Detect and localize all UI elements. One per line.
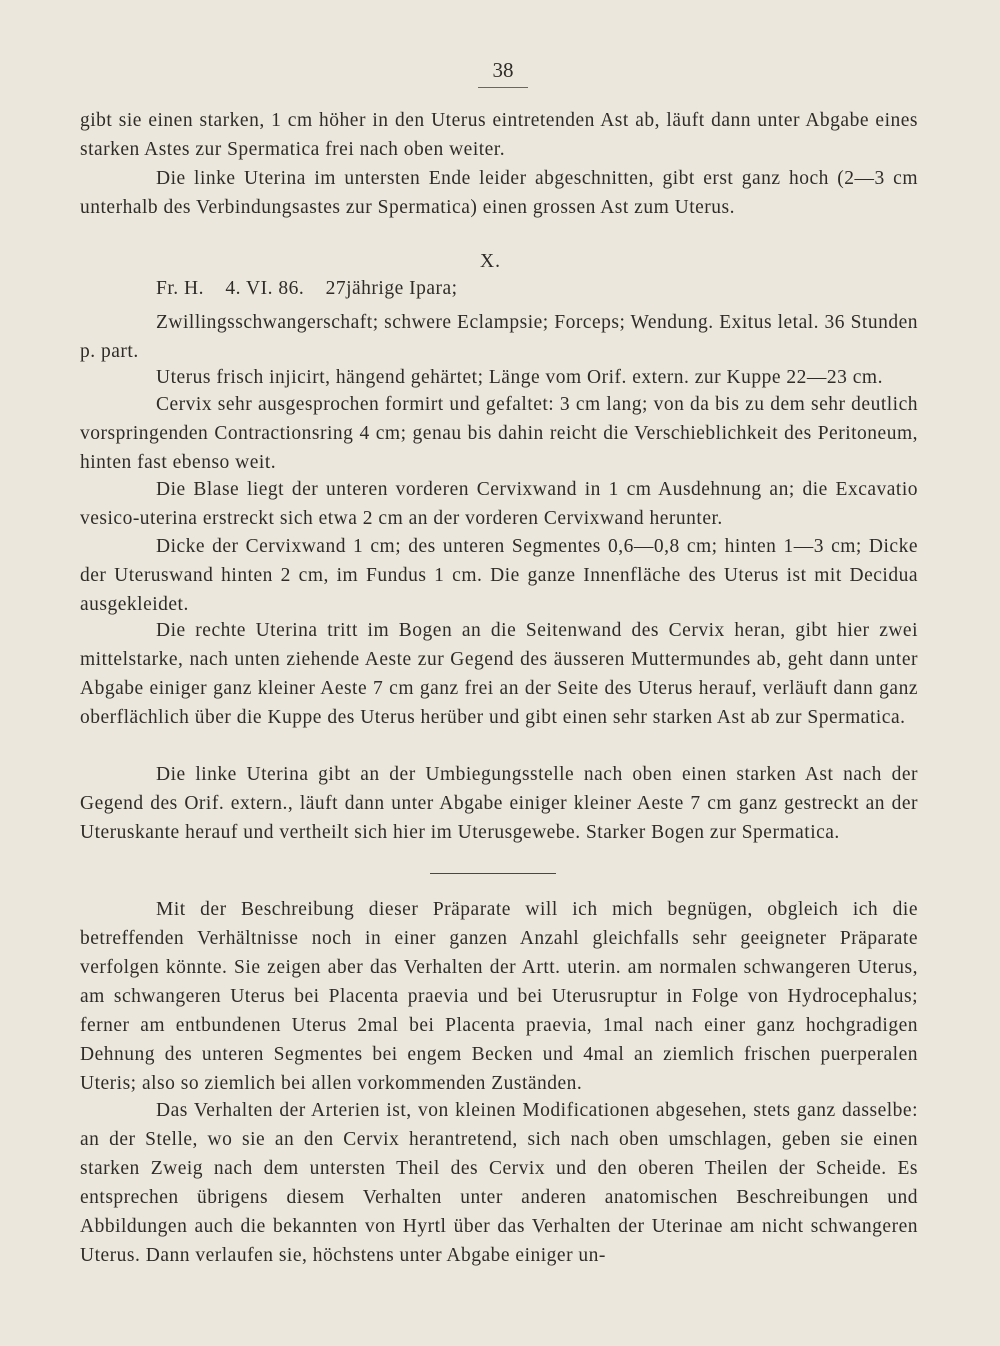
case-meta: [156, 278, 474, 300]
paragraph-7: Dicke der Cervixwand 1 cm; des unteren Segmentes 0,6—0,8 cm; hinten 1—3 cm; Dicke der Uteruswand hinten 2 cm, im Fundus 1 cm. Die ganze Innenfläche des Uterus ist mit Decidua ausgekleidet.: [80, 536, 918, 615]
page-number: 38: [478, 58, 528, 88]
section-heading: X.: [480, 251, 501, 272]
paragraph-4: Uterus frisch injicirt, hängend gehärtet; Länge vom Orif. extern. zur Kuppe 22—23 cm.: [156, 367, 883, 388]
paragraph-9: Die linke Uterina gibt an der Umbiegungsstelle nach oben einen starken Ast nach der Gegend des Orif. extern., läuft dann unter Abgabe einiger kleiner Aeste 7 cm ganz gestreckt an der Uteruskante herauf und vertheilt sich hier im Uterusgewebe. Starker Bogen zur Spermatica.: [80, 764, 918, 843]
case-meta-initials: Fr. H.: [156, 278, 204, 299]
case-meta-age: 27jährige Ipara;: [325, 278, 458, 299]
paragraph-8: Die rechte Uterina tritt im Bogen an die Seitenwand des Cervix heran, gibt hier zwei mittelstarke, nach unten ziehende Aeste zur Gegend des äusseren Muttermundes ab, geht dann unter Abgabe einiger ganz kleiner Aeste 7 cm ganz frei an der Seite des Uterus herauf, verläuft dann ganz oberflächlich über die Kuppe des Uterus herüber und gibt einen sehr starken Ast ab zur Spermatica.: [80, 620, 918, 728]
paragraph-1: gibt sie einen starken, 1 cm höher in den Uterus eintretenden Ast ab, läuft dann unter Abgabe eines starken Astes zur Spermatica frei nach oben weiter.: [80, 110, 918, 160]
section-divider: [430, 873, 556, 874]
paragraph-3: Zwillingsschwangerschaft; schwere Eclampsie; Forceps; Wendung. Exitus letal. 36 Stunden p. part.: [80, 312, 918, 362]
paragraph-11: Das Verhalten der Arterien ist, von kleinen Modificationen abgesehen, stets ganz dasselbe: an der Stelle, wo sie an den Cervix herantretend, sich nach oben umschlagen, geben sie einen starken Zweig nach dem untersten Theil des Cervix und den oberen Theilen der Scheide. Es entsprechen übrigens diesem Verhalten unter anderen anatomischen Beschreibungen und Abbildungen auch die bekannten von Hyrtl über das Verhalten der Uterinae am nicht schwangeren Uterus. Dann verlaufen sie, höchstens unter Abgabe einiger un-: [80, 1100, 918, 1266]
paragraph-6: Die Blase liegt der unteren vorderen Cervixwand in 1 cm Ausdehnung an; die Excavatio vesico-uterina erstreckt sich etwa 2 cm an der vorderen Cervixwand herunter.: [80, 479, 918, 529]
paragraph-5: Cervix sehr ausgesprochen formirt und gefaltet: 3 cm lang; von da bis zu dem sehr deutlich vorspringenden Contractionsring 4 cm; genau bis dahin reicht die Verschieblichkeit des Peritoneum, hinten fast ebenso weit.: [80, 394, 918, 473]
case-meta-date: 4. VI. 86.: [225, 278, 305, 299]
paragraph-10: Mit der Beschreibung dieser Präparate will ich mich begnügen, obgleich ich die betreffenden Verhältnisse noch in einer ganzen Anzahl gleichfalls sehr geeigneter Präparate verfolgen könnte. Sie zeigen aber das Verhalten der Artt. uterin. am normalen schwangeren Uterus, am schwangeren Uterus bei Placenta praevia und bei Uterusruptur in Folge von Hydrocephalus; ferner am entbundenen Uterus 2mal bei Placenta praevia, 1mal nach einer ganz hochgradigen Dehnung des unteren Segmentes bei engem Becken und 4mal an ziemlich frischen puerperalen Uteris; also so ziemlich bei allen vorkommenden Zuständen.: [80, 899, 918, 1094]
paragraph-2: Die linke Uterina im untersten Ende leider abgeschnitten, gibt erst ganz hoch (2—3 cm unterhalb des Verbindungsastes zur Spermatica) einen grossen Ast zum Uterus.: [80, 168, 918, 218]
